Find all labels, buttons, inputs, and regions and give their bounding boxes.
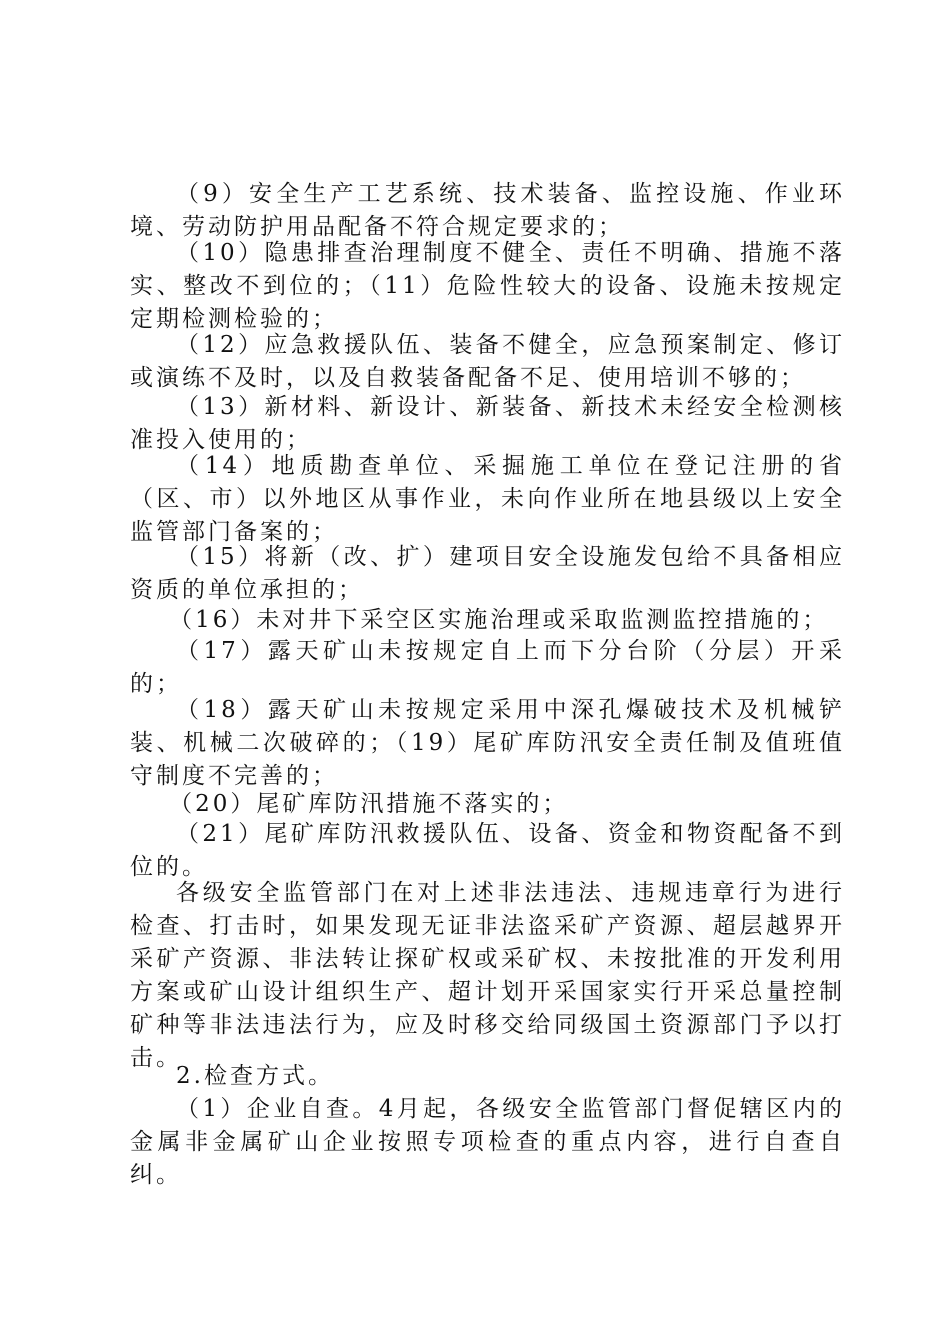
paragraph-12: （12）应急救援队伍、装备不健全，应急预案制定、修订或演练不及时，以及自救装备配备不足、使用培训不够的； [130, 332, 845, 391]
paragraph-agency-note: 各级安全监管部门在对上述非法违法、违规违章行为进行检查、打击时，如果发现无证非法盗采矿产资源、超层越界开采矿产资源、非法转让探矿权或采矿权、未按批准的开发利用方案或矿山设计组织生产、超计划开采国家实行开采总量控制矿种等非法违法行为，应及时移交给同级国土资源部门予以打击。 [130, 880, 845, 1071]
section-heading-inspection-method: 2.检查方式。 [176, 1063, 334, 1089]
paragraph-9: （9）安全生产工艺系统、技术装备、监控设施、作业环境、劳动防护用品配备不符合规定要求的； [130, 181, 845, 240]
paragraph-self-inspection: （1）企业自查。4月起，各级安全监管部门督促辖区内的金属非金属矿山企业按照专项检查的重点内容，进行自查自纠。 [130, 1096, 845, 1188]
paragraph-10-11: （10）隐患排查治理制度不健全、责任不明确、措施不落实、整改不到位的；（11）危险性较大的设备、设施未按规定定期检测检验的； [130, 240, 845, 332]
paragraph-20: （20）尾矿库防汛措施不落实的； [169, 791, 569, 817]
paragraph-17: （17）露天矿山未按规定自上而下分台阶（分层）开采的； [130, 638, 845, 697]
paragraph-21: （21）尾矿库防汛救援队伍、设备、资金和物资配备不到位的。 [130, 821, 845, 880]
paragraph-14: （14）地质勘查单位、采掘施工单位在登记注册的省（区、市）以外地区从事作业，未向作业所在地县级以上安全监管部门备案的； [130, 453, 845, 545]
paragraph-13: （13）新材料、新设计、新装备、新技术未经安全检测核准投入使用的； [130, 394, 845, 453]
paragraph-15: （15）将新（改、扩）建项目安全设施发包给不具备相应资质的单位承担的； [130, 544, 845, 603]
paragraph-18-19: （18）露天矿山未按规定采用中深孔爆破技术及机械铲装、机械二次破碎的；（19）尾矿库防汛安全责任制及值班值守制度不完善的； [130, 697, 845, 789]
paragraph-16: （16）未对井下采空区实施治理或采取监测监控措施的； [169, 607, 829, 633]
